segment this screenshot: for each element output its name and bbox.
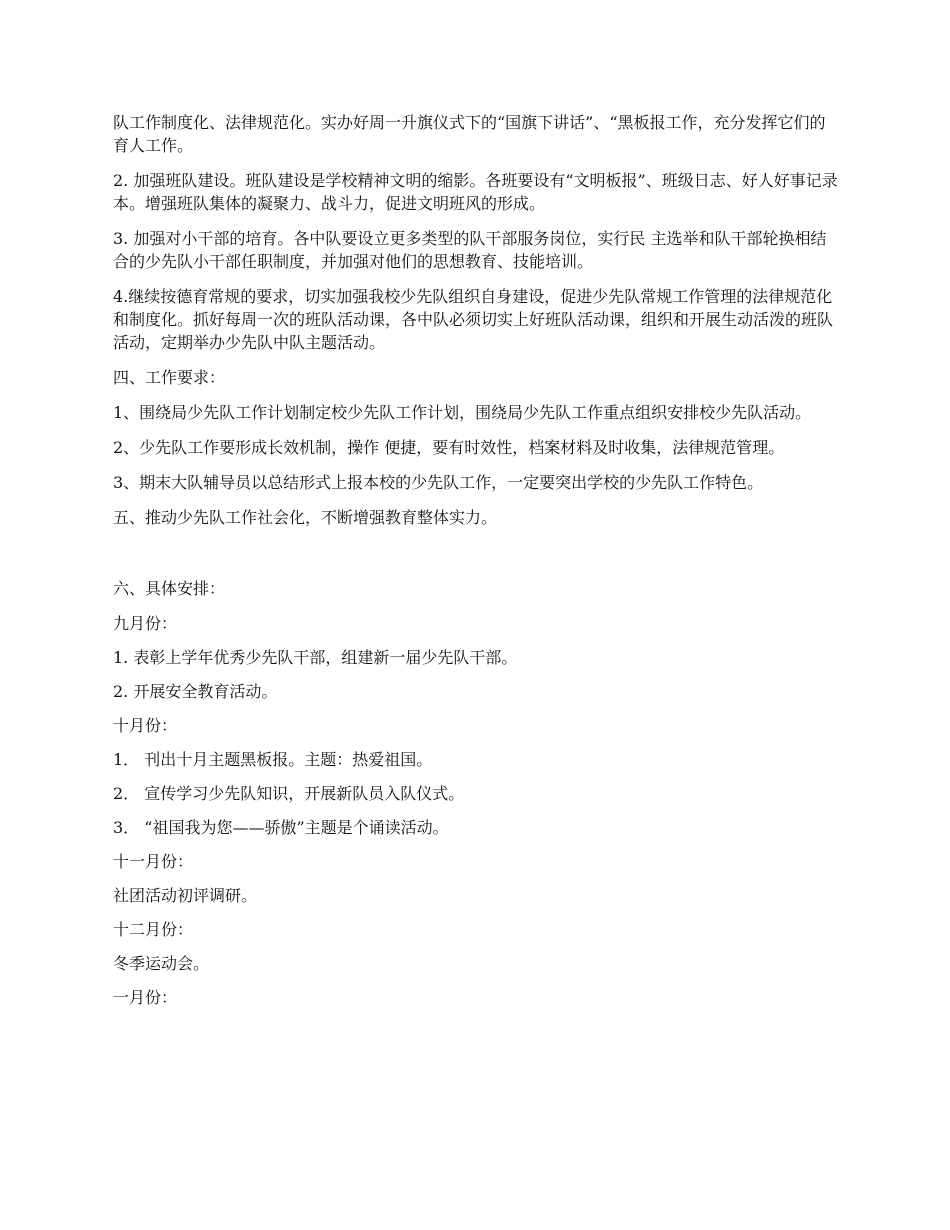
requirement-item: 1、围绕局少先队工作计划制定校少先队工作计划，围绕局少先队工作重点组织安排校少先队活动。 [113,403,812,422]
paragraph-moral-education: 4.继续按德育常规的要求，切实加强我校少先队组织自身建设，促进少先队常规工作管理的法律规范化和制度化。抓好每周一次的班队活动课，各中队必须切实上好班队活动课，组织和开展生动活泼的班队活动，定期举办少先队中队主题活动。 [113,287,834,352]
section-heading-socialization: 五、推动少先队工作社会化，不断增强教育整体实力。 [113,508,498,527]
schedule-item: 3． “祖国我为您——骄傲”主题是个诵读活动。 [113,818,449,837]
schedule-item: 2. 开展安全教育活动。 [113,682,278,701]
schedule-item: 社团活动初评调研。 [113,886,258,905]
paragraph-class-building: 2. 加强班队建设。班队建设是学校精神文明的缩影。各班要设有“文明板报”、班级日志、好人好事记录本。增强班队集体的凝聚力、战斗力，促进文明班风的形成。 [113,171,838,213]
schedule-item: 1. 表彰上学年优秀少先队干部，组建新一届少先队干部。 [113,648,518,667]
month-heading: 一月份： [113,988,178,1007]
month-heading: 十二月份： [113,920,194,939]
schedule-item: 1． 刊出十月主题黑板报。主题：热爱祖国。 [113,750,433,769]
requirement-item: 3、期末大队辅导员以总结形式上报本校的少先队工作，一定要突出学校的少先队工作特色。 [113,473,764,492]
month-heading: 十月份： [113,716,178,735]
document-body [113,111,838,1008]
section-heading-requirements: 四、工作要求： [113,368,226,387]
section-heading-schedule: 六、具体安排： [113,579,226,598]
schedule-item: 2． 宣传学习少先队知识，开展新队员入队仪式。 [113,784,465,803]
requirement-item: 2、少先队工作要形成长效机制，操作 便捷，要有时效性，档案材料及时收集，法律规范管理。 [113,438,785,457]
month-heading: 十一月份： [113,852,194,871]
month-heading: 九月份： [113,614,178,633]
schedule-item: 冬季运动会。 [113,954,210,973]
paragraph-continuation: 队工作制度化、法律规范化。实办好周一升旗仪式下的“国旗下讲话”、“黑板报工作，充分发挥它们的育人工作。 [113,113,826,155]
paragraph-cadre-training: 3. 加强对小干部的培育。各中队要设立更多类型的队干部服务岗位，实行民 主选举和队干部轮换相结合的少先队小干部任职制度，并加强对他们的思想教育、技能培训。 [113,229,827,271]
